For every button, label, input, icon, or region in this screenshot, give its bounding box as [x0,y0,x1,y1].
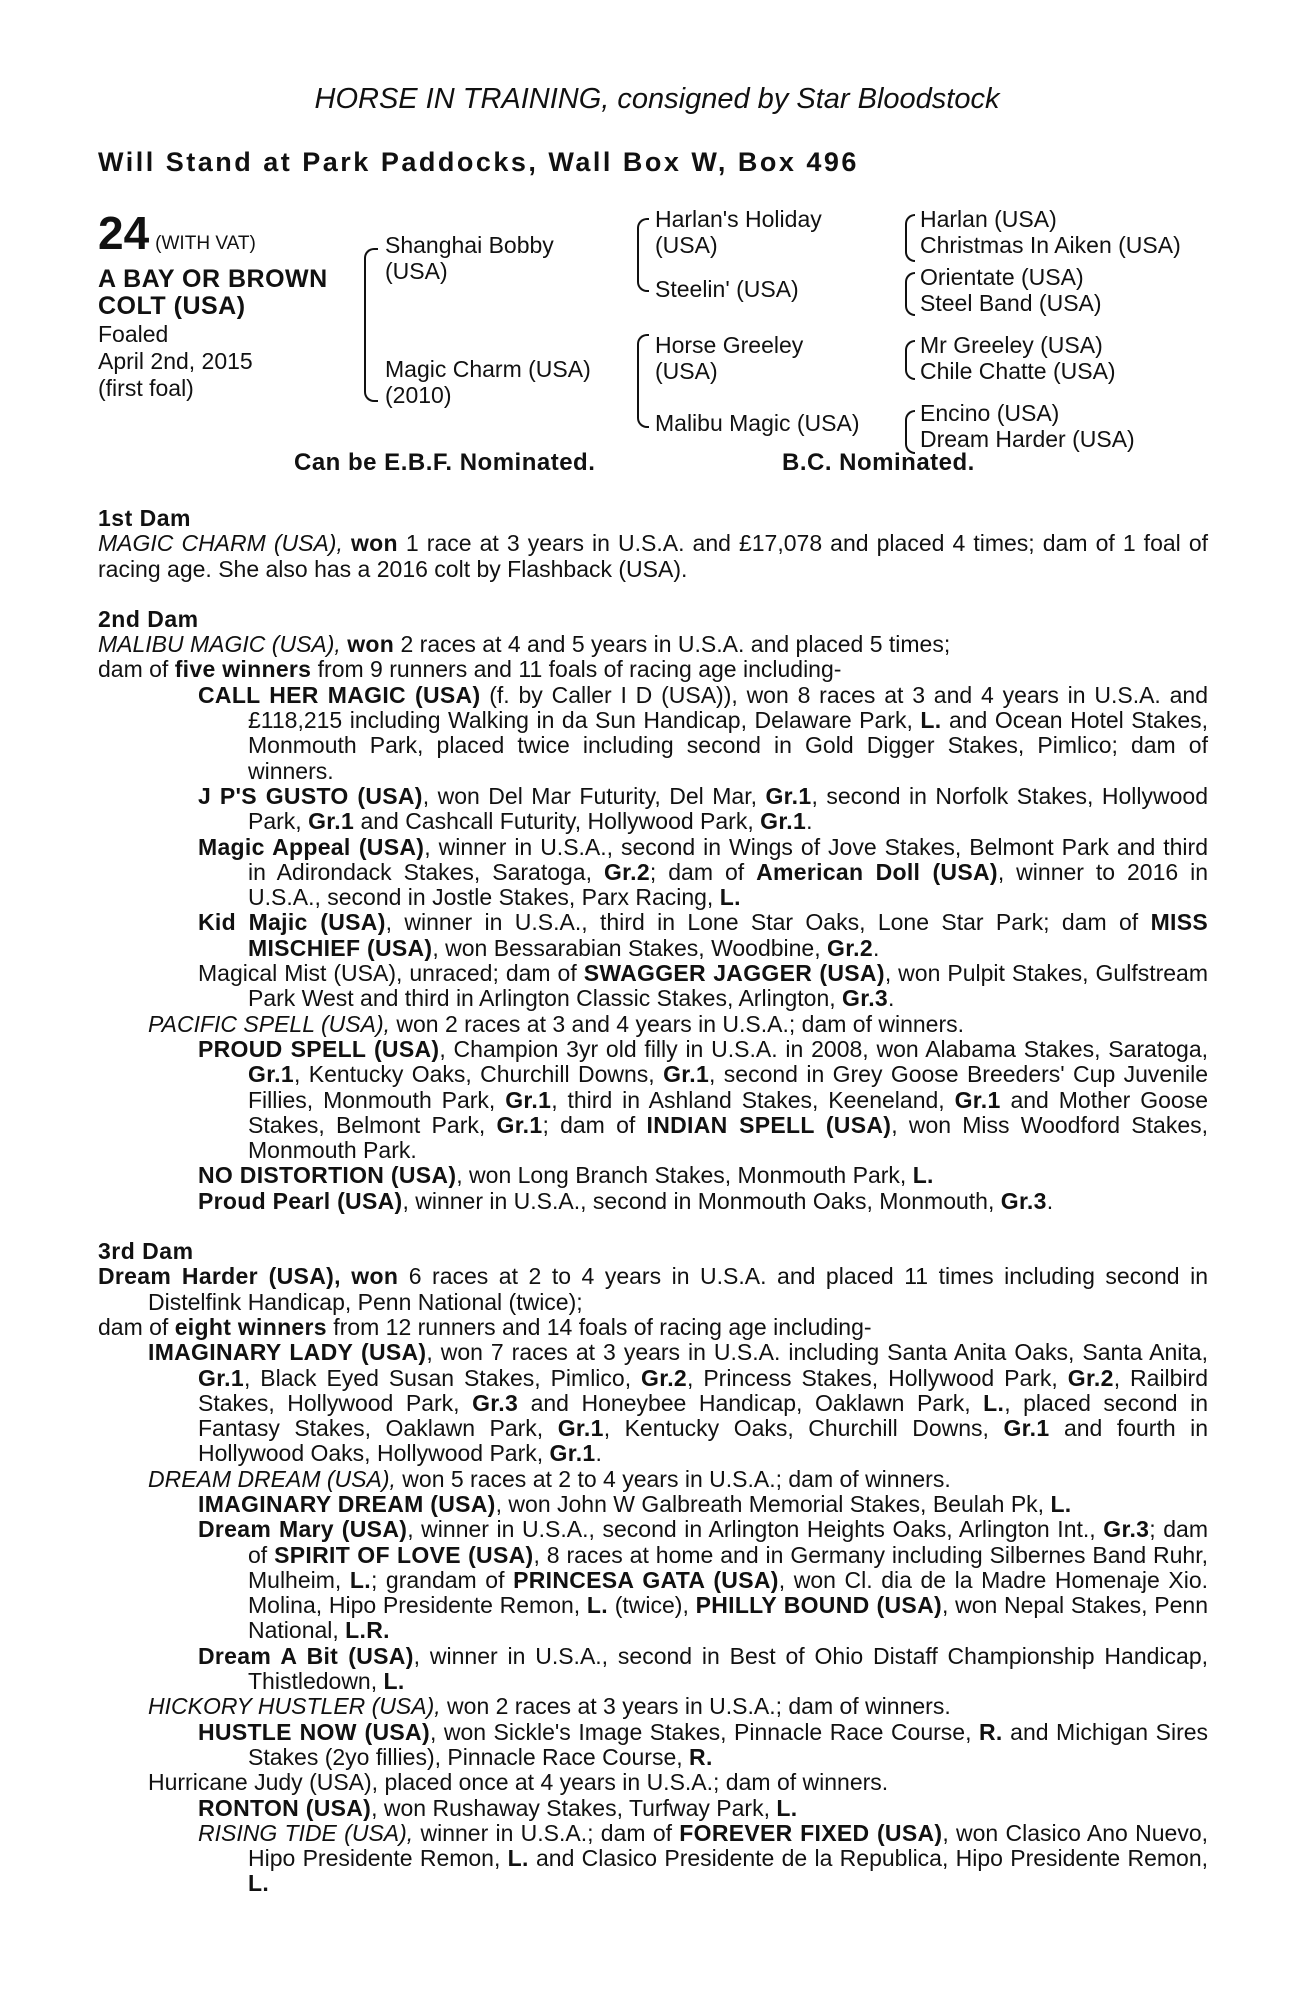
produce-entry: HICKORY HUSTLER (USA), won 2 races at 3 years in U.S.A.; dam of winners. [148,1693,951,1720]
second-dam-paragraph: MALIBU MAGIC (USA), won 2 races at 4 and 5 years in U.S.A. and placed 5 times; [98,631,951,658]
produce-entry: PROUD SPELL (USA), Champion 3yr old filly in U.S.A. in 2008, won Alabama Stakes, Saratoga, Gr.1, Kentucky Oaks, Churchill Downs, Gr.1, second in Grey Goose Breeders' Cup Juvenile Fillies, Monmouth Park, Gr.1, third in Ashland Stakes, Keeneland, Gr.1 and Mother Goose Stakes, Belmont Park, Gr.1; dam of INDIAN SPELL (USA), won Miss Woodford Stakes, Monmouth Park. [198,1035,1209,1164]
first-dam-heading: 1st Dam [98,505,191,531]
page-title: HORSE IN TRAINING, consigned by Star Bloodstock [314,83,1000,115]
horse-description [98,266,328,320]
pedigree-dam-dam: Malibu Magic (USA) [655,410,860,436]
produce-entry: DREAM DREAM (USA), won 5 races at 2 to 4 years in U.S.A.; dam of winners. [148,1465,951,1492]
produce-entry: RISING TIDE (USA), winner in U.S.A.; dam of FOREVER FIXED (USA), won Clasico Ano Nuevo, Hipo Presidente Remon, L. and Clasico Presidente de la Republica, Hipo Presidente Remon, L. [198,1819,1209,1897]
third-dam-heading: 3rd Dam [98,1238,194,1265]
bc-nomination: B.C. Nominated. [782,449,975,476]
produce-entry: PACIFIC SPELL (USA), won 2 races at 3 and 4 years in U.S.A.; dam of winners. [148,1010,965,1037]
produce-entry: Dream Mary (USA), winner in U.S.A., second in Arlington Heights Oaks, Arlington Int., Gr.3; dam of SPIRIT OF LOVE (USA), 8 races at home and in Germany including Silbernes Band Ruhr, Mulheim, L.; grandam of PRINCESA GATA (USA), won Cl. dia de la Madre Homenaje Xio. Molina, Hipo Presidente Remon, L. (twice), PHILLY BOUND (USA), won Nepal Stakes, Penn National, L.R. [198,1516,1209,1644]
pedigree-bracket-sire-line [637,218,649,292]
first-dam-name: MAGIC CHARM (USA), [98,530,343,557]
pedigree-g5: Mr Greeley (USA) [920,332,1103,358]
produce-entry: Magic Appeal (USA), winner in U.S.A., second in Wings of Jove Stakes, Belmont Park and third in Adirondack Stakes, Saratoga, Gr.2; dam of American Doll (USA), winner to 2016 in U.S.A., second in Jostle Stakes, Parx Racing, L. [198,833,1209,911]
lot-number: 24 [98,207,150,259]
produce-entry: Dream A Bit (USA), winner in U.S.A., second in Best of Ohio Distaff Championship Handicap, Thistledown, L. [198,1642,1208,1695]
pedigree-g6: Chile Chatte (USA) [920,358,1116,384]
produce-entry: J P'S GUSTO (USA), won Del Mar Futurity, Del Mar, Gr.1, second in Norfolk Stakes, Hollywood Park, Gr.1 and Cashcall Futurity, Hollywood Park, Gr.1. [198,782,1209,835]
horse-description-line1: A BAY OR BROWN [98,265,328,293]
ebf-nomination: Can be E.B.F. Nominated. [294,449,596,476]
pedigree-g3: Orientate (USA) [920,264,1084,290]
pedigree-dam: Magic Charm (USA) (2010) [385,356,591,408]
pedigree-bracket-g2 [905,272,915,316]
produce-entry: RONTON (USA), won Rushaway Stakes, Turfway Park, L. [198,1794,798,1821]
pedigree-bracket-g3 [905,340,915,380]
catalogue-body [98,506,1208,1897]
produce-entry: CALL HER MAGIC (USA) (f. by Caller I D (USA)), won 8 races at 3 and 4 years in U.S.A. and £118,215 including Walking in da Sun Handicap, Delaware Park, L. and Ocean Hotel Stakes, Monmouth Park, placed twice including second in Gold Digger Stakes, Pimlico; dam of winners. [198,681,1209,784]
foal-note: (first foal) [98,375,194,401]
second-dam-heading: 2nd Dam [98,605,199,632]
foaled-date: April 2nd, 2015 [98,348,253,374]
pedigree-dam-sire: Horse Greeley (USA) [655,332,804,384]
pedigree-sire: Shanghai Bobby (USA) [385,232,554,284]
pedigree-bracket-sire-dam [364,248,378,402]
pedigree-g7: Encino (USA) [920,400,1060,426]
second-dam-name: MALIBU MAGIC (USA), [98,631,341,658]
first-dam-paragraph: MAGIC CHARM (USA), won 1 race at 3 years in U.S.A. and £17,078 and placed 4 times; dam of 1 foal of racing age. She also has a 2016 colt by Flashback (USA). [98,530,1209,582]
produce-entry: NO DISTORTION (USA), won Long Branch Stakes, Monmouth Park, L. [198,1162,934,1189]
third-dam-paragraph: Dream Harder (USA), won 6 races at 2 to 4 years in U.S.A. and placed 11 times including second in Distelfink Handicap, Penn National (twice); [98,1263,1208,1315]
produce-entry: Proud Pearl (USA), winner in U.S.A., second in Monmouth Oaks, Monmouth, Gr.3. [198,1187,1054,1214]
produce-entry: Hurricane Judy (USA), placed once at 4 years in U.S.A.; dam of winners. [148,1769,889,1796]
third-dam-name: Dream Harder (USA), [98,1263,341,1290]
pedigree-sire-dam: Steelin' (USA) [655,276,799,302]
stand-location: Will Stand at Park Paddocks, Wall Box W, Box 496 [98,147,859,177]
pedigree-g8: Dream Harder (USA) [920,426,1135,452]
pedigree-g1: Harlan (USA) [920,206,1057,232]
pedigree-bracket-g1 [905,214,915,262]
pedigree-bracket-dam-line [637,334,649,428]
produce-entry: HUSTLE NOW (USA), won Sickle's Image Stakes, Pinnacle Race Course, R. and Michigan Sires Stakes (2yo fillies), Pinnacle Race Course, R. [198,1718,1209,1770]
pedigree-g2: Christmas In Aiken (USA) [920,232,1181,258]
second-dam-produce-line: dam of five winners from 9 runners and 11 foals of racing age including- [98,656,842,683]
produce-entry: Magical Mist (USA), unraced; dam of SWAGGER JAGGER (USA), won Pulpit Stakes, Gulfstream Park West and third in Arlington Classic Stakes, Arlington, Gr.3. [198,960,1209,1012]
foaled-info [98,321,253,402]
vat-note: (WITH VAT) [155,233,256,254]
produce-entry: IMAGINARY DREAM (USA), won John W Galbreath Memorial Stakes, Beulah Pk, L. [198,1490,1072,1517]
foaled-label: Foaled [98,321,169,347]
third-dam-produce-line: dam of eight winners from 12 runners and 14 foals of racing age including- [98,1313,872,1340]
pedigree-bracket-g4 [905,410,915,454]
produce-entry: Kid Majic (USA), winner in U.S.A., third in Lone Star Oaks, Lone Star Park; dam of MISS MISCHIEF (USA), won Bessarabian Stakes, Woodbine, Gr.2. [198,909,1208,961]
pedigree-sire-sire: Harlan's Holiday (USA) [655,206,822,258]
lot-number-block [98,208,256,259]
produce-entry: IMAGINARY LADY (USA), won 7 races at 3 years in U.S.A. including Santa Anita Oaks, Santa Anita, Gr.1, Black Eyed Susan Stakes, Pimlico, Gr.2, Princess Stakes, Hollywood Park, Gr.2, Railbird Stakes, Hollywood Park, Gr.3 and Honeybee Handicap, Oaklawn Park, L., placed second in Fantasy Stakes, Oaklawn Park, Gr.1, Kentucky Oaks, Churchill Downs, Gr.1 and fourth in Hollywood Oaks, Hollywood Park, Gr.1. [148,1339,1209,1467]
horse-description-line2: COLT (USA) [98,292,246,320]
pedigree-g4: Steel Band (USA) [920,290,1102,316]
